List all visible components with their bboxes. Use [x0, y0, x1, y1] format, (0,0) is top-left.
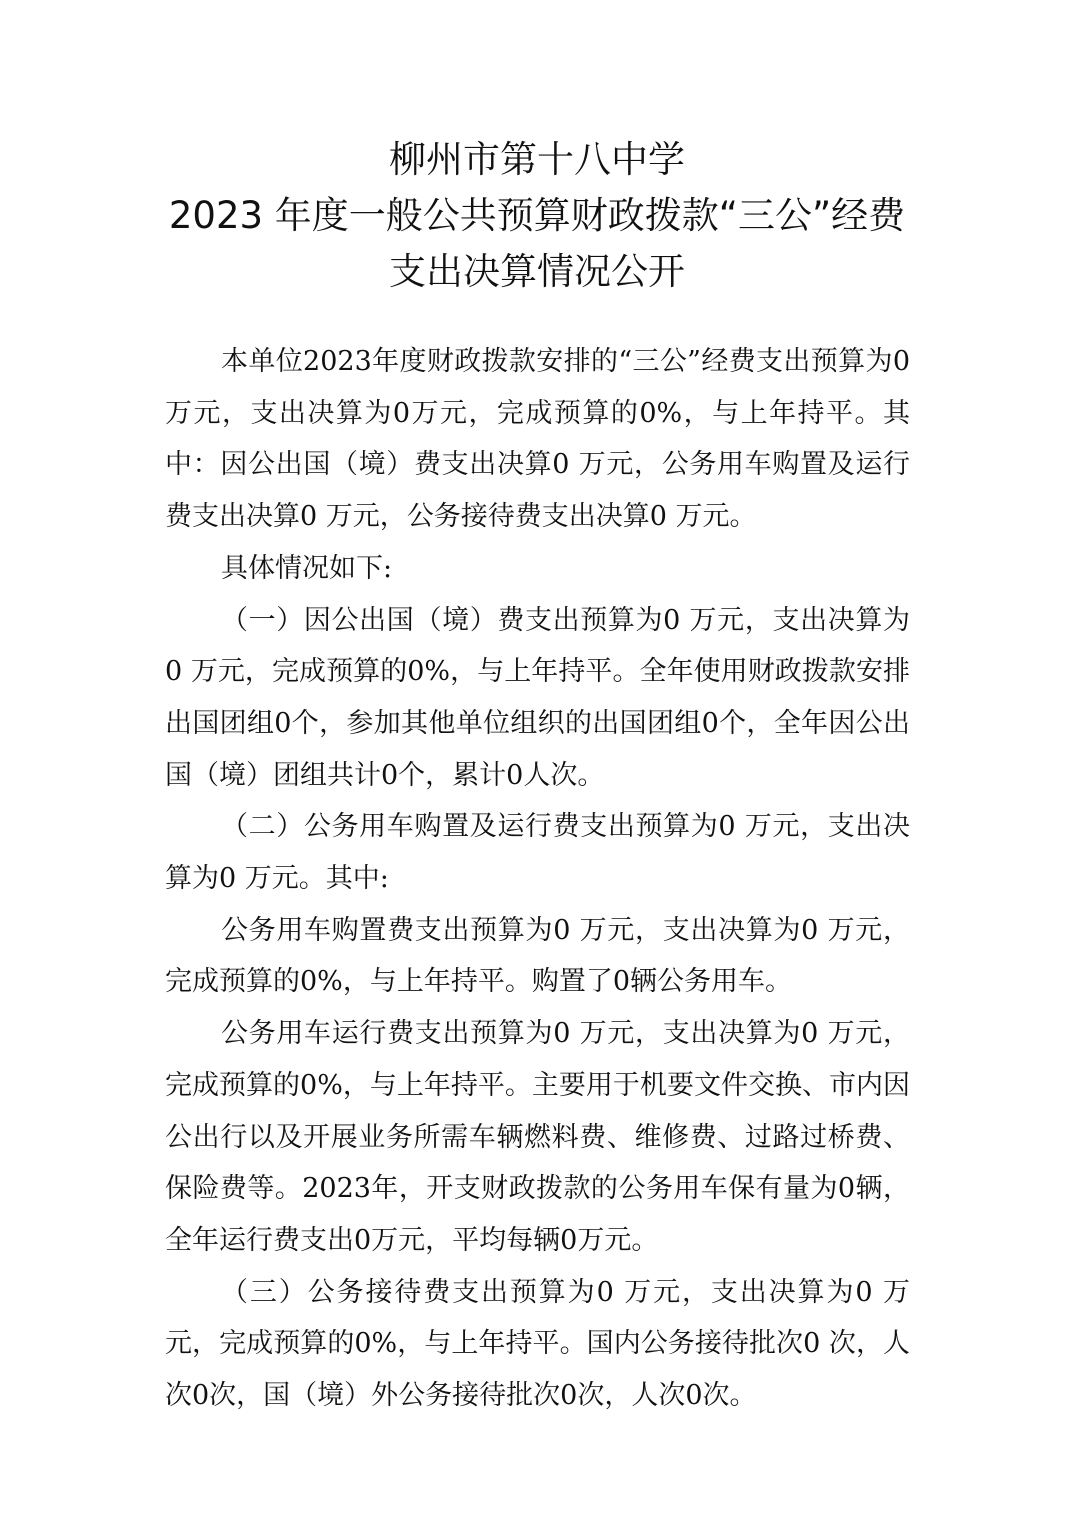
- paragraph-vehicle-purchase: 公务用车购置费支出预算为0 万元，支出决算为0 万元，完成预算的0%，与上年持平。购置了0辆公务用车。: [165, 914, 910, 998]
- paragraph-official-vehicles: （二）公务用车购置及运行费支出预算为0 万元，支出决算为0 万元。其中:: [165, 811, 910, 895]
- document-title-line-3: 支出决算情况公开: [389, 250, 685, 293]
- document-title-line-2: 2023 年度一般公共预算财政拨款“三公”经费: [168, 194, 906, 237]
- paragraph-summary: 本单位2023年度财政拨款安排的“三公”经费支出预算为0万元，支出决算为0万元，完成预算的0%，与上年持平。其中：因公出国（境）费支出决算0 万元，公务用车购置及运行费支出决算0 万元，公务接待费支出决算0 万元。: [165, 346, 910, 533]
- paragraph-details-intro: 具体情况如下:: [221, 552, 393, 584]
- paragraph-official-reception: （三）公务接待费支出预算为0 万元，支出决算为0 万元，完成预算的0%，与上年持平。国内公务接待批次0 次，人次0次，国（境）外公务接待批次0次，人次0次。: [165, 1276, 910, 1412]
- document-title-line-1: 柳州市第十八中学: [389, 138, 685, 181]
- paragraph-vehicle-operation: 公务用车运行费支出预算为0 万元，支出决算为0 万元，完成预算的0%，与上年持平。主要用于机要文件交换、市内因公出行以及开展业务所需车辆燃料费、维修费、过路过桥费、保险费等。2023年，开支财政拨款的公务用车保有量为0辆，全年运行费支出0万元，平均每辆0万元。: [165, 1018, 910, 1256]
- paragraph-overseas-travel: （一）因公出国（境）费支出预算为0 万元，支出决算为0 万元，完成预算的0%，与上年持平。全年使用财政拨款安排出国团组0个，参加其他单位组织的出国团组0个，全年因公出国（境）团组共计0个，累计0人次。: [165, 604, 910, 791]
- document-body: [165, 336, 910, 1422]
